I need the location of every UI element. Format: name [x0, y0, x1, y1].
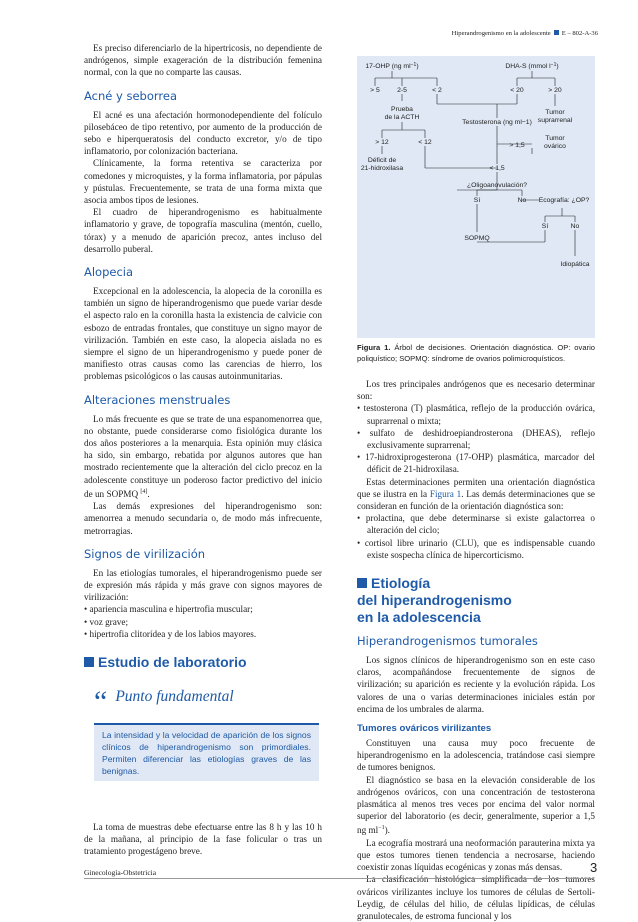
virilization-paragraph: En las etiologías tumorales, el hiperandrogenismo puede ser de expresión más rápida y más grave con signos mayores de virilización: — [84, 567, 322, 603]
node-testosterone: Testosterona (ng ml−1) — [462, 119, 532, 126]
article-code: E – 802-A-36 — [561, 30, 598, 37]
acne-paragraph-2: Clínicamente, la forma retentiva se caracteriza por comedones y microquistes, y la forma inflamatoria, por pápulas y pústulas. Frecuentemente, se trata de una forma mixta que asocia ambos tipos de lesiones. — [84, 158, 322, 206]
list-item: • sulfato de deshidroepiandrosterona (DHEAS), reflejo exclusivamente suprarrenal; — [357, 427, 595, 451]
node-ultrasound: Ecografía: ¿OP? — [538, 197, 590, 204]
branch-gt20: > 20 — [548, 87, 562, 94]
page-number: 3 — [590, 860, 598, 875]
section-square-icon — [84, 657, 94, 667]
orientation-text: Estas determinaciones permiten una orientación diagnóstica que se ilustra en la — [357, 476, 595, 499]
right-column — [357, 56, 598, 922]
branch-lt1-5: < 1,5 — [489, 165, 505, 172]
footer-divider — [84, 878, 594, 879]
decision-tree-diagram — [357, 56, 595, 282]
node-ovarian-tumor-line1: Tumor — [545, 135, 565, 142]
node-sopmq: SOPMQ — [464, 235, 490, 242]
branch-lt2: < 2 — [432, 87, 442, 94]
section-alopecia-title: Alopecia — [84, 265, 134, 280]
ovarian-paragraph-3: La ecografía mostrará una neoformación parauterina mixta ya que estos tumores tienen tendencia a necrosarse, haciendo coexistir zonas líquidas ecogénicas y zonas más densas. — [357, 837, 595, 873]
quote-icon: “ — [94, 684, 108, 718]
section-lab-title — [84, 654, 322, 671]
tumoral-paragraph: Los signos clínicos de hiperandrogenismo son en este caso claros, acompañándose frecuentemente de signos de virilización; su aparición es reciente y la evolución rápida. Los valores de una o varias determinaciones iniciales están por encima de los umbrales de alarma. — [357, 655, 595, 714]
lab-title-text: Estudio de laboratorio — [98, 653, 247, 670]
section-acne-title: Acné y seborrea — [84, 88, 177, 103]
intro-paragraph: Es preciso diferenciarlo de la hipertricosis, no dependiente de andrógenos, simple exageración de la distribución femenina normal, con la que no comparte las causas. — [84, 43, 322, 78]
ovarian-paragraph-2 — [357, 774, 595, 837]
alopecia-paragraph: Excepcional en la adolescencia, la alopecia de la coronilla es también un signo de hiperandrogenismo que puede variar desde el aspecto ralo en la coronilla hasta la existencia de calvicie con esbozo de entradas frontales, que constituye un signo mayor de virilización. También en este caso, la alopecia aislada no es siempre el signo de un hiperandrogenismo y puede poner de manifiesto otras causas como las carencias de hierro, los problemas psicológicos o las causas autoinmunitarias. — [84, 286, 322, 382]
virilization-list — [84, 603, 322, 640]
key-point-box — [94, 685, 319, 781]
ovarian-paragraph-4: La clasificación histológica simplificada de los tumores ováricos virilizantes incluye los tumores de células de Sertoli-Leydig, de células del hilio, de células lipídicas, de células granulotecales, de estroma funcional y los — [357, 874, 595, 921]
branch-gt5: > 5 — [370, 87, 380, 94]
list-item: • apariencia masculina e hipertrofia muscular; — [84, 603, 322, 615]
branch-lt20: < 20 — [510, 87, 524, 94]
menstrual-text: Lo más frecuente es que se trate de una espanomenorrea que, no obstante, puede considerarse como fisiológica durante los dos años posteriores a la menarquia. Esta opinión muy clásica ha sido, sin embargo, rebatida por algunos autores que han mostrado recientemente que la alteración del ciclo precoz en la adolescente constituye un poderoso factor predictivo del inicio de un SOPMQ — [84, 413, 322, 499]
figure-label: Figura 1. — [357, 343, 391, 352]
header-square-icon — [554, 30, 559, 35]
menstrual-text-end: . — [147, 488, 150, 499]
acne-paragraph-3: El cuadro de hiperandrogenismo es habitualmente inflamatorio y grave, de topografía masculina (mentón, cuello, tórax) y a menudo de aparición precoz, antes incluso del desarrollo puberal. — [84, 207, 322, 254]
list-item: • cortisol libre urinario (CLU), que es indispensable cuando existe sospecha clínica de hipercorticismo. — [357, 537, 595, 561]
menstrual-paragraph-2: Las demás expresiones del hiperandrogenismo son: amenorrea a menudo secundaria o, de modo más infrecuente, metrorragias. — [84, 501, 322, 536]
decision-tree-figure — [357, 56, 595, 338]
figure-caption — [357, 342, 595, 364]
branch-yes-1: Sí — [473, 197, 481, 204]
figure-caption-text: Árbol de decisiones. Orientación diagnóstica. OP: ovario poliquístico; SOPMQ: síndrome de ovarios polimicroquísticos. — [357, 343, 595, 363]
section-etiology-title — [357, 575, 595, 626]
node-ovarian-tumor-line2: ovárico — [544, 143, 566, 150]
section-square-icon — [357, 578, 367, 588]
key-point-title: Punto fundamental — [115, 687, 234, 705]
ovarian-paragraph-1: Constituyen una causa muy poco frecuente de hiperandrogenismo en la adolescencia, tratándose casi siempre de tumores benignos. — [357, 738, 595, 773]
section-ovarian-tumors-title: Tumores ováricos virilizantes — [357, 723, 492, 735]
key-point-text: La intensidad y la velocidad de aparición de los signos clínicos de hiperandrogenismo son primordiales. Permiten diferenciar las etiologías graves de las benignas. — [94, 725, 319, 781]
orientation-paragraph — [357, 476, 595, 513]
list-item: • voz grave; — [84, 616, 322, 628]
branch-2-5: 2-5 — [397, 87, 407, 94]
ovarian-text: El diagnóstico se basa en la elevación considerable de los andrógenos ováricos, con una concentración de testosterona plasmática al menos tres veces por encima del valor normal superior del laboratorio (es decir, generalmente, superior a 1,5 ng ml — [357, 774, 595, 836]
orientation-text-end: . Las demás determinaciones que se consideran en función de la orientación diagnóstica son: — [357, 488, 596, 512]
left-column — [84, 42, 322, 858]
section-tumoral-title: Hiperandrogenismos tumorales — [357, 634, 538, 649]
branch-gt1-5: > 1,5 — [509, 142, 525, 149]
node-dhas: DHA-S (mmol $l^{-1}$) — [505, 62, 559, 70]
node-adrenal-tumor-line1: Tumor — [545, 109, 565, 116]
section-menstrual-title: Alteraciones menstruales — [84, 392, 231, 407]
journal-name: Ginecología-Obstetricia — [84, 868, 157, 877]
figure-1-link[interactable]: Figura 1 — [429, 488, 462, 499]
etiology-title-line2: del hiperandrogenismo — [357, 592, 512, 609]
list-item: • hipertrofia clitorídea y de los labios mayores. — [84, 628, 322, 640]
node-acth-test-line2: de la ACTH — [384, 114, 420, 121]
node-17ohp: 17-OHP (ng $ml^{-1}$) — [365, 62, 419, 70]
branch-yes-2: Sí — [541, 223, 549, 230]
other-tests-list — [357, 512, 595, 561]
branch-gt12: > 12 — [375, 139, 389, 146]
list-item: • 17-hidroxiprogesterona (17-OHP) plasmática, marcador del déficit de 21-hidroxilasa. — [357, 451, 595, 475]
androgens-paragraph: Los tres principales andrógenos que es necesario determinar son: — [357, 379, 595, 402]
running-header — [452, 30, 598, 37]
section-virilization-title: Signos de virilización — [84, 546, 206, 561]
running-title: Hiperandrogenismo en la adolescente — [451, 30, 551, 37]
superscript: −1 — [378, 825, 385, 832]
branch-no-2: No — [570, 223, 580, 230]
node-idiopathic: Idiopática — [560, 261, 590, 268]
androgens-list — [357, 402, 595, 475]
reference-4[interactable]: [4] — [140, 488, 148, 495]
branch-no-1: No — [517, 197, 527, 204]
lab-paragraph: La toma de muestras debe efectuarse entre las 8 h y las 10 h de la mañana, al principio de la fase folicular o tras un tratamiento progestágeno breve. — [84, 821, 322, 857]
etiology-title-line1: Etiología — [371, 575, 431, 592]
branch-lt12: < 12 — [418, 139, 432, 146]
node-deficit-line1: Déficit de — [367, 157, 397, 164]
node-acth-test-line1: Prueba — [391, 106, 413, 113]
list-item: • testosterona (T) plasmática, reflejo de la producción ovárica, suprarrenal o mixta; — [357, 402, 595, 426]
key-point-header — [94, 685, 319, 725]
node-deficit-line2: 21-hidroxilasa — [360, 165, 404, 172]
etiology-title-line3: en la adolescencia — [357, 609, 481, 626]
acne-paragraph-1: El acné es una afectación hormonodependiente del folículo pilosebáceo de tipo retentivo, por aumento de la producción de sebo e hiperqueratosis del conducto excretor, y/o de tipo inflamatorio, por colonización bacteriana. — [84, 109, 322, 157]
list-item: • prolactina, que debe determinarse si existe galactorrea o alteración del ciclo; — [357, 512, 595, 536]
node-oligoanovulation: ¿Oligoanovulación? — [466, 182, 528, 189]
menstrual-paragraph-1 — [84, 413, 322, 500]
node-adrenal-tumor-line2: suprarrenal — [537, 117, 573, 124]
ovarian-text-end: ). — [384, 825, 390, 836]
